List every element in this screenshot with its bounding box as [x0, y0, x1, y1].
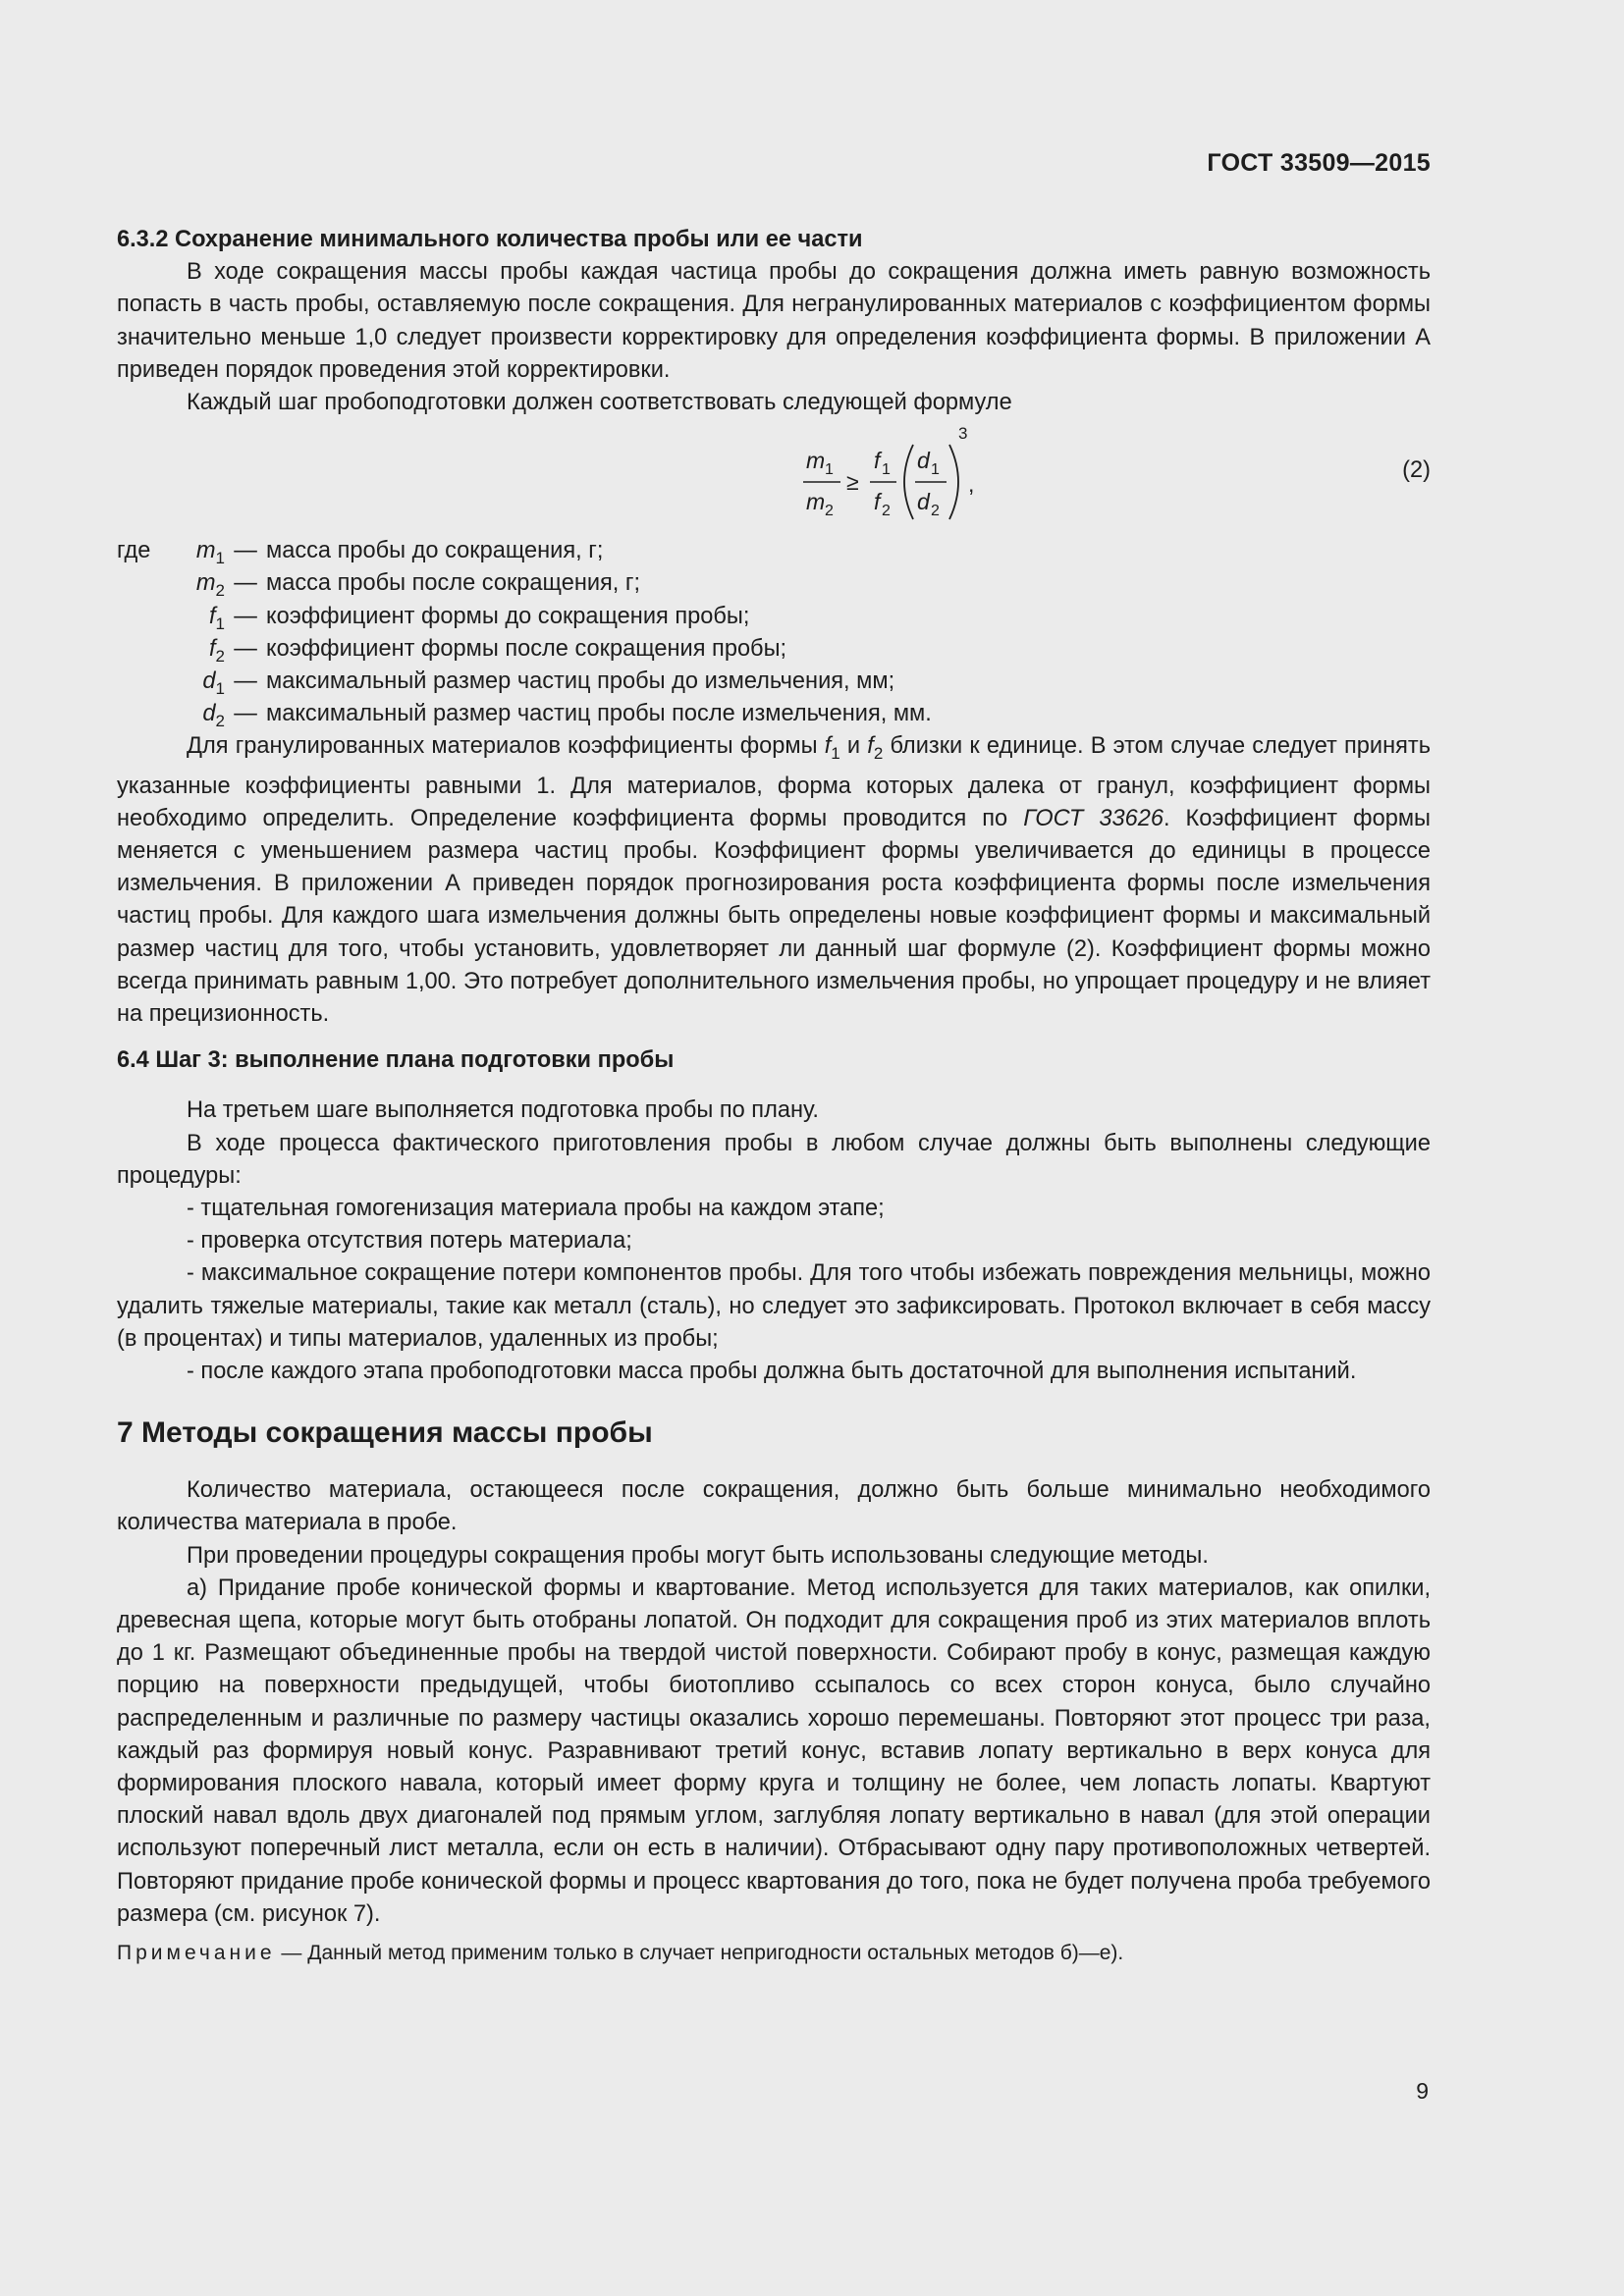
formula-sub: 1 [882, 461, 891, 479]
formula-f2: f [874, 489, 881, 515]
paragraph: В ходе процесса фактического приготовления пробы в любом случае должны быть выполнены следующие процедуры: [117, 1130, 1431, 1189]
list-item: - после каждого этапа пробоподготовки масса пробы должна быть достаточной для выполнения испытаний. [187, 1359, 1357, 1384]
symbol-subscript: 1 [831, 744, 840, 764]
where-item [117, 567, 1431, 600]
formula-block [117, 419, 1431, 535]
where-item [117, 633, 1431, 666]
where-symbol: m [195, 570, 216, 597]
where-description: коэффициент формы до сокращения пробы; [266, 603, 750, 629]
section-6-3-2-title: 6.3.2 Сохранение минимального количества пробы или ее части [117, 227, 863, 252]
where-dash: — [234, 603, 257, 629]
formula-power: 3 [958, 424, 968, 444]
note-text: — Данный метод применим только в случает непригодности остальных методов б)—е). [275, 1942, 1124, 1965]
paragraph: На третьем шаге выполняется подготовка пробы по плану. [187, 1097, 819, 1124]
formula-f1: f [874, 448, 881, 474]
document-code: ГОСТ 33509—2015 [1207, 149, 1431, 177]
where-description: максимальный размер частиц пробы до измельчения, мм; [266, 667, 895, 694]
page-content [117, 224, 1431, 1969]
where-symbol: f [208, 603, 216, 629]
text-run: близки к единице. В этом случае следует принять указанные коэффициенты равными 1. Для материалов, форма которых далека от гранул, коэффициент формы необходимо определить. Определение коэффициента формы проводится по [117, 733, 1432, 831]
text-run: и [839, 733, 868, 760]
formula-sub: 1 [825, 461, 834, 479]
gost-reference: ГОСТ 33626 [1023, 805, 1164, 831]
formula-d1: d [917, 448, 930, 474]
paragraph: Каждый шаг пробоподготовки должен соответствовать следующей формуле [187, 390, 1012, 416]
formula-sub: 1 [931, 461, 940, 479]
page-number: 9 [1416, 2078, 1429, 2104]
where-description: коэффициент формы после сокращения пробы; [266, 635, 787, 662]
list-item: - максимальное сокращение потери компонентов пробы. Для того чтобы избежать повреждения мельницы, можно удалить тяжелые материалы, такие как металл (сталь), но следует это зафиксировать. Протокол включает в себя массу (в процентах) и типы материалов, удаленных из пробы; [117, 1260, 1431, 1352]
formula-sub: 2 [882, 503, 891, 520]
where-subscript: 2 [215, 581, 225, 601]
formula-d2: d [917, 489, 930, 515]
symbol-subscript: 2 [873, 744, 884, 764]
formula-m2: m [806, 489, 826, 515]
formula-sub: 2 [825, 503, 834, 520]
where-subscript: 2 [215, 646, 225, 666]
where-dash: — [234, 701, 257, 727]
paragraph: При проведении процедуры сокращения пробы могут быть использованы следующие методы. [187, 1542, 1209, 1569]
where-item [117, 535, 1431, 567]
where-item [117, 666, 1431, 698]
where-subscript: 1 [215, 549, 225, 568]
section-6-4-title: 6.4 Шаг 3: выполнение плана подготовки пробы [117, 1047, 675, 1074]
where-symbol: f [208, 635, 216, 662]
where-subscript: 1 [215, 614, 225, 633]
note [117, 1937, 1431, 1969]
where-item [117, 601, 1431, 633]
where-description: максимальный размер частиц пробы после измельчения, мм. [266, 701, 932, 727]
where-word: где [117, 538, 151, 564]
formula-sub: 2 [931, 503, 940, 520]
text-run: . Коэффициент формы меняется с уменьшением размера частиц пробы. Коэффициент формы увеличивается до единицы в процессе измельчения. В приложении А приведен порядок прогнозирования роста коэффициента формы после измельчения частиц пробы. Для каждого шага измельчения должны быть определены новые коэффициент формы и максимальный размер частиц для того, чтобы установить, удовлетворяет ли данный шаг формуле (2). Коэффициент формы можно всегда принимать равным 1,00. Это потребует дополнительного измельчения пробы, но упрощает процедуру и не влияет на прецизионность. [117, 805, 1431, 1027]
where-list [117, 535, 1431, 730]
symbol-f: f [867, 733, 874, 760]
where-dash: — [234, 538, 257, 564]
formula-geq: ≥ [846, 469, 859, 496]
formula-2 [681, 419, 976, 535]
where-subscript: 1 [215, 678, 225, 698]
where-symbol: m [195, 538, 216, 564]
where-item [117, 698, 1431, 730]
list-item: - тщательная гомогенизация материала пробы на каждом этапе; [187, 1195, 885, 1221]
where-symbol: d [202, 667, 216, 694]
symbol-f: f [824, 733, 832, 760]
paragraph: Количество материала, остающееся после сокращения, должно быть больше минимально необходимого количества материала в пробе. [117, 1477, 1431, 1536]
list-item: - проверка отсутствия потерь материала; [187, 1228, 632, 1255]
note-label: Примечание [117, 1942, 276, 1965]
where-dash: — [234, 635, 257, 662]
paragraph [117, 730, 1431, 1031]
paragraph: В ходе сокращения массы пробы каждая частица пробы до сокращения должна иметь равную возможность попасть в часть пробы, оставляемую после сокращения. Для негранулированных материалов с коэффициентом формы значительно меньше 1,0 следует произвести корректировку для определения коэффициента формы. В приложении А приведен порядок проведения этой корректировки. [117, 259, 1431, 383]
where-description: масса пробы до сокращения, г; [266, 538, 604, 564]
text-run: Для гранулированных материалов коэффициенты формы [187, 733, 825, 760]
where-symbol: d [202, 701, 216, 727]
where-dash: — [234, 667, 257, 694]
where-dash: — [234, 570, 257, 597]
paragraph: а) Придание пробе конической формы и квартование. Метод используется для таких материалов, как опилки, древесная щепа, которые могут быть отобраны лопатой. Он подходит для сокращения проб из этих материалов вплоть до 1 кг. Размещают объединенные пробы на твердой чистой поверхности. Собирают пробу в конус, размещая каждую порцию на поверхности предыдущей, чтобы биотопливо ссыпалось со всех сторон конуса, было случайно распределенным и различные по размеру частицы оказались хорошо перемешаны. Повторяют этот процесс три раза, каждый раз формируя новый конус. Разравнивают третий конус, вставив лопату вертикально в верх конуса для формирования плоского навала, который имеет форму круга и толщину не более, чем лопасть лопаты. Квартуют плоский навал вдоль двух диагоналей под прямым углом, заглубляя лопату вертикально в навал (для этой операции используют поперечный лист металла, если он есть в наличии). Отбрасывают одну пару противоположных четвертей. Повторяют придание пробе конической формы и процесс квартования до того, пока не будет получена проба требуемого размера (см. рисунок 7). [117, 1575, 1431, 1927]
formula-m1: m [806, 448, 826, 474]
formula-comma: , [968, 471, 975, 498]
where-description: масса пробы после сокращения, г; [266, 570, 641, 597]
equation-number: (2) [1402, 457, 1431, 484]
section-7-title: 7 Методы сокращения массы пробы [117, 1416, 653, 1450]
where-subscript: 2 [215, 712, 225, 731]
